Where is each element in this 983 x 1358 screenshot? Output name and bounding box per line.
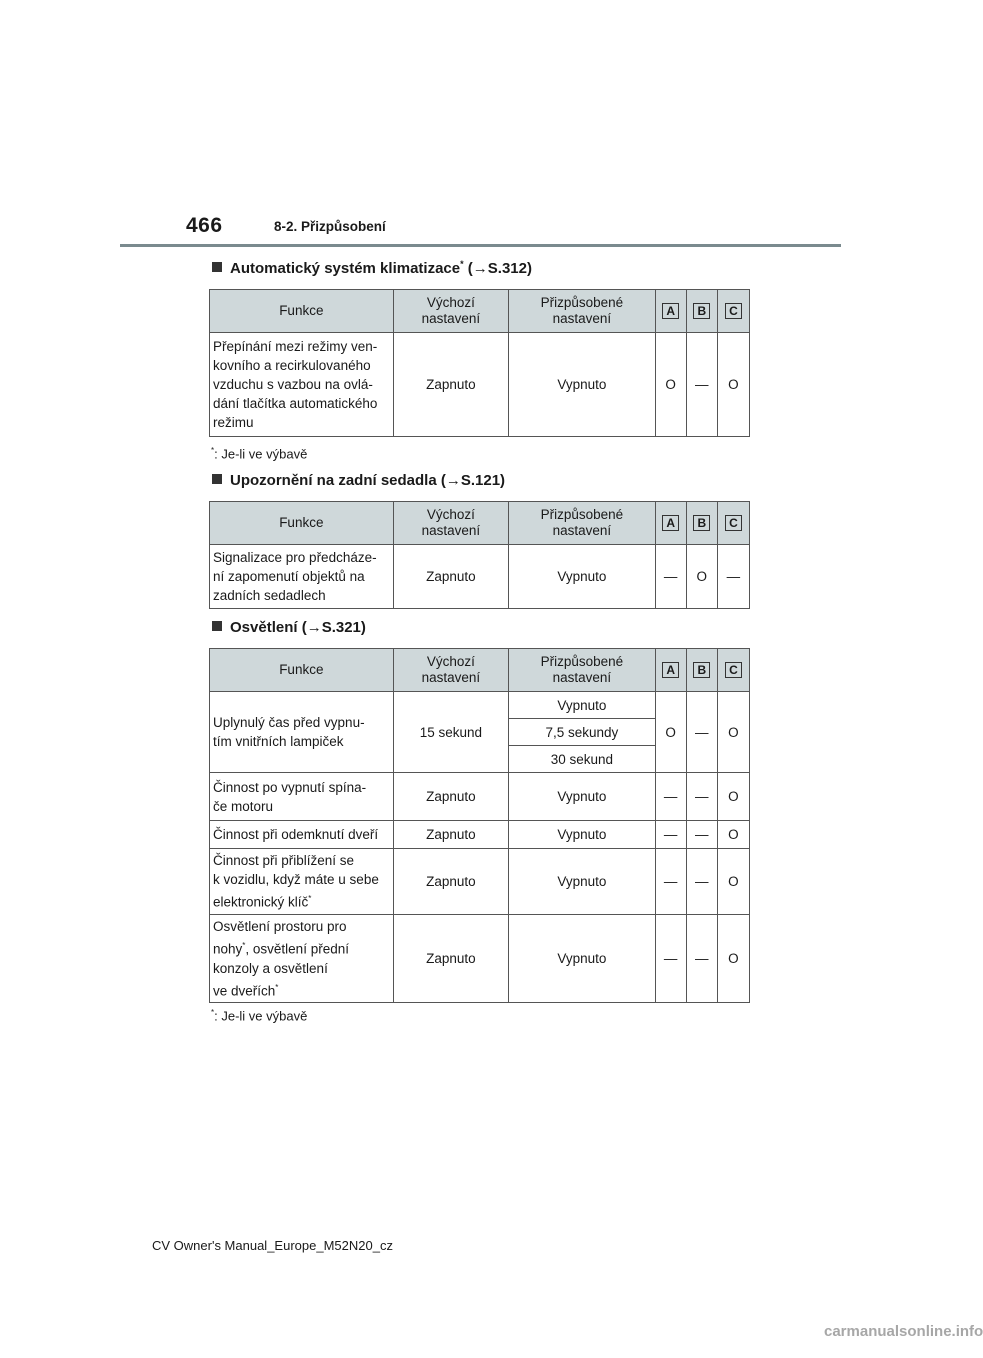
header-default: Výchozí nastavení [393, 649, 508, 692]
table-row [210, 692, 750, 719]
square-bullet-icon [212, 621, 222, 631]
header-b [686, 290, 717, 333]
footnote-mark: * [242, 941, 246, 950]
header-function: Funkce [210, 290, 394, 333]
custom-option-cell: 7,5 sekundy [509, 719, 656, 746]
c-cell: O [717, 333, 749, 437]
table-header-row [210, 649, 750, 692]
rear-seat-settings-table [209, 501, 750, 609]
custom-cell: Vypnuto [509, 773, 656, 821]
function-cell: Činnost při přiblížení se k vozidlu, když máte u sebe elektronický klíč* [210, 849, 394, 915]
header-a [655, 502, 686, 545]
climate-settings-table [209, 289, 750, 437]
footnote-mark: * [275, 982, 279, 992]
box-a-icon: A [662, 662, 679, 678]
a-cell: O [655, 333, 686, 437]
section-title: Osvětlení (→S.321) [230, 619, 366, 636]
c-cell: O [717, 821, 749, 849]
default-cell: Zapnuto [393, 915, 508, 1003]
lighting-settings-table [209, 648, 750, 1003]
header-b [686, 502, 717, 545]
table-row [210, 849, 750, 915]
chapter-title: 8-2. Přizpůsobení [274, 219, 386, 234]
a-cell: O [655, 692, 686, 773]
table-row [210, 545, 750, 609]
box-b-icon: B [693, 662, 710, 678]
default-cell: Zapnuto [393, 545, 508, 609]
header-c [717, 649, 749, 692]
function-cell: Činnost po vypnutí spína- če motoru [210, 773, 394, 821]
b-cell: O [686, 545, 717, 609]
custom-cell: Vypnuto [509, 821, 656, 849]
header-a [655, 290, 686, 333]
header-custom: Přizpůsobené nastavení [509, 502, 656, 545]
header-function: Funkce [210, 502, 394, 545]
box-b-icon: B [693, 515, 710, 531]
function-cell: Přepínání mezi režimy ven- kovního a recirkulovaného vzduchu s vazbou na ovlá- dání tlačítka automatického režimu [210, 333, 394, 437]
table-row [210, 915, 750, 1003]
custom-option-cell: Vypnuto [509, 692, 656, 719]
c-cell: — [717, 545, 749, 609]
b-cell: — [686, 915, 717, 1003]
a-cell: — [655, 849, 686, 915]
page-reference: (→S.312) [463, 260, 532, 277]
section-heading-rear-seats [212, 472, 505, 489]
table-row [210, 333, 750, 437]
default-cell: Zapnuto [393, 773, 508, 821]
b-cell: — [686, 692, 717, 773]
c-cell: O [717, 915, 749, 1003]
header-default: Výchozí nastavení [393, 290, 508, 333]
page-number: 466 [186, 214, 223, 237]
table-row [210, 773, 750, 821]
watermark: carmanualsonline.info [824, 1323, 983, 1340]
c-cell: O [717, 773, 749, 821]
custom-cell: Vypnuto [509, 333, 656, 437]
custom-cell: Vypnuto [509, 849, 656, 915]
header-a [655, 649, 686, 692]
a-cell: — [655, 915, 686, 1003]
b-cell: — [686, 333, 717, 437]
footer-text: CV Owner's Manual_Europe_M52N20_cz [152, 1238, 393, 1253]
header-custom: Přizpůsobené nastavení [509, 290, 656, 333]
custom-cell: Vypnuto [509, 545, 656, 609]
table-row [210, 821, 750, 849]
square-bullet-icon [212, 262, 222, 272]
table-header-row [210, 502, 750, 545]
custom-option-cell: 30 sekund [509, 746, 656, 773]
header-function: Funkce [210, 649, 394, 692]
footnote: *: Je-li ve výbavě [211, 1008, 308, 1024]
box-a-icon: A [662, 515, 679, 531]
a-cell: — [655, 773, 686, 821]
table-header-row [210, 290, 750, 333]
header-divider [120, 244, 841, 247]
default-cell: Zapnuto [393, 333, 508, 437]
section-title: Upozornění na zadní sedadla (→S.121) [230, 472, 506, 489]
c-cell: O [717, 849, 749, 915]
footnote: *: Je-li ve výbavě [211, 446, 308, 462]
header-c [717, 502, 749, 545]
header-default: Výchozí nastavení [393, 502, 508, 545]
footnote-mark: * [460, 259, 464, 269]
box-c-icon: C [725, 515, 742, 531]
default-cell: 15 sekund [393, 692, 508, 773]
b-cell: — [686, 773, 717, 821]
b-cell: — [686, 849, 717, 915]
box-a-icon: A [662, 303, 679, 319]
function-cell: Signalizace pro předcháze- ní zapomenutí objektů na zadních sedadlech [210, 545, 394, 609]
box-b-icon: B [693, 303, 710, 319]
custom-cell: Vypnuto [509, 915, 656, 1003]
b-cell: — [686, 821, 717, 849]
a-cell: — [655, 821, 686, 849]
box-c-icon: C [725, 662, 742, 678]
default-cell: Zapnuto [393, 849, 508, 915]
header-b [686, 649, 717, 692]
function-cell: Činnost při odemknutí dveří [210, 821, 394, 849]
function-cell: Osvětlení prostoru pro nohy*, osvětlení přední konzoly a osvětlení ve dveřích* [210, 915, 394, 1003]
box-c-icon: C [725, 303, 742, 319]
header-c [717, 290, 749, 333]
default-cell: Zapnuto [393, 821, 508, 849]
function-cell: Uplynulý čas před vypnu- tím vnitřních lampiček [210, 692, 394, 773]
section-heading-climate [212, 259, 532, 277]
square-bullet-icon [212, 474, 222, 484]
section-title: Automatický systém klimatizace [230, 260, 461, 277]
header-custom: Přizpůsobené nastavení [509, 649, 656, 692]
footnote-mark: * [308, 894, 312, 904]
c-cell: O [717, 692, 749, 773]
section-heading-lighting [212, 619, 366, 636]
a-cell: — [655, 545, 686, 609]
